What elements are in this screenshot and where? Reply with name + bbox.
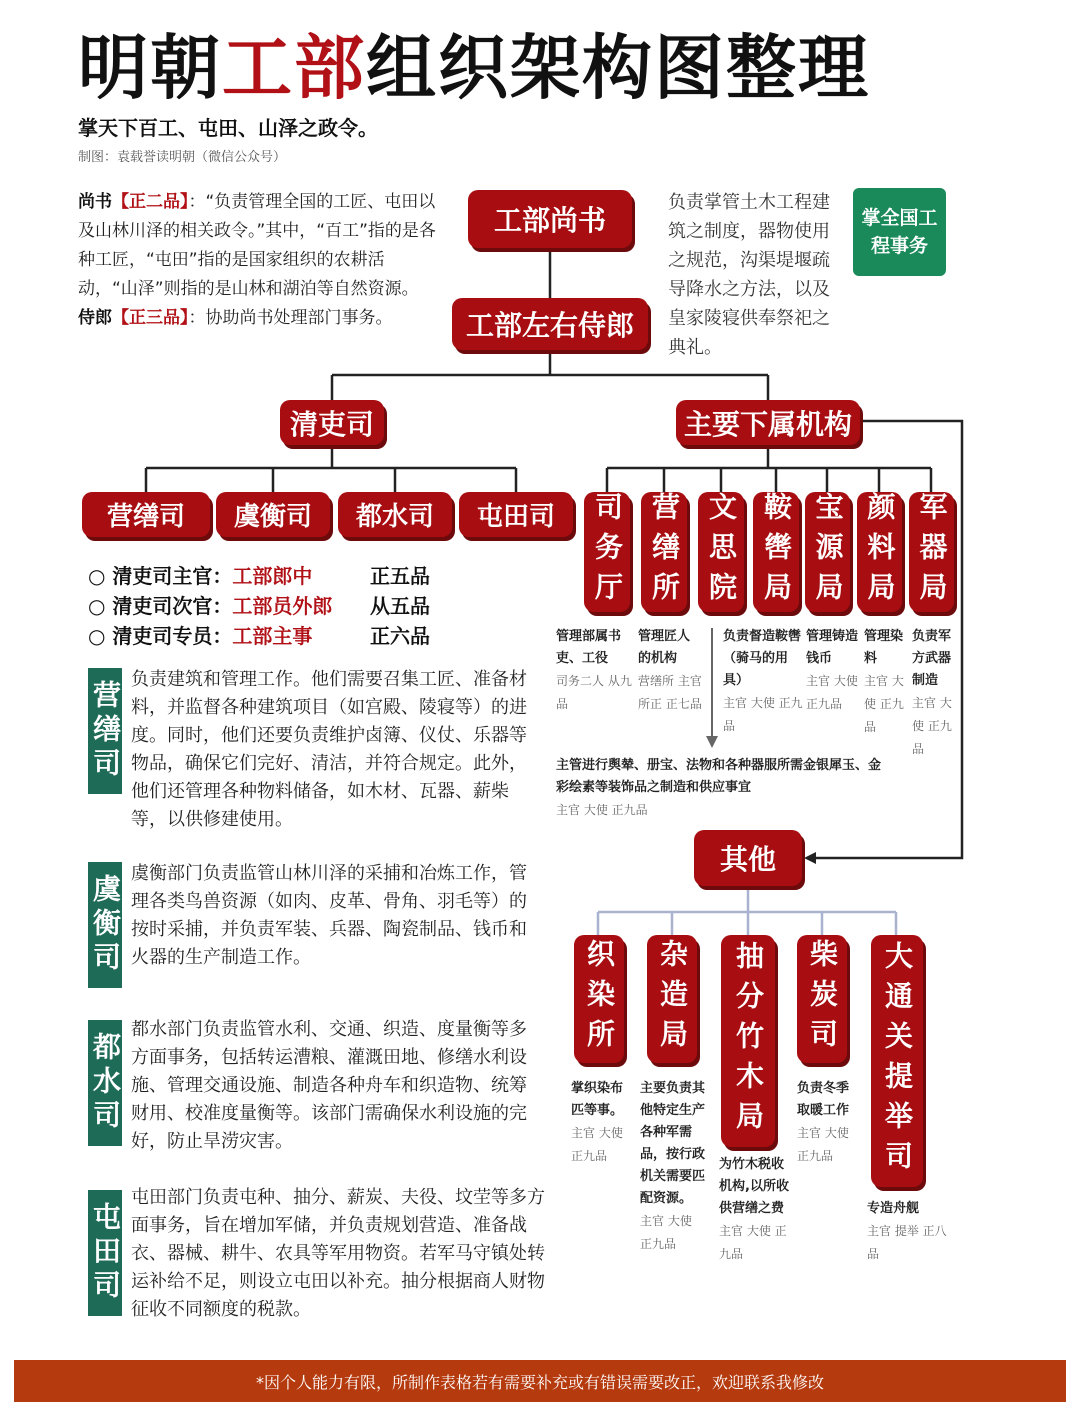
section-text-yuheng: 虞衡部门负责监管山林川泽的采捕和冶炼工作，管理各类鸟兽资源（如肉、皮革、骨角、羽毛等）的按时采捕，并负责军装、兵器、陶瓷制品、钱币和火器的生产制造工作。 bbox=[131, 863, 527, 968]
note-sub: 主官 大使 正九品 bbox=[556, 803, 648, 817]
node-qita: 其他 bbox=[694, 830, 802, 886]
note-sub: 主官 大使 正九品 bbox=[797, 1126, 849, 1163]
node-yingshan-suo: 营缮所 bbox=[641, 492, 687, 612]
note-main: 负责军方武器制造 bbox=[912, 629, 952, 688]
node-baoyuan-ju: 宝源局 bbox=[805, 492, 850, 612]
note-main: 管理染料 bbox=[864, 629, 904, 666]
note-yingshan-suo bbox=[638, 626, 702, 716]
node-zazao-ju: 杂造局 bbox=[647, 935, 697, 1063]
note-baoyuan bbox=[806, 626, 860, 716]
officer-rank: 从五品 bbox=[370, 594, 430, 618]
note-main: 主要负责其他特定生产各种军需品，按行政机关需要匹配资源。 bbox=[640, 1081, 706, 1206]
officer-row bbox=[88, 620, 430, 649]
section-text-tuntian: 屯田部门负责屯种、抽分、薪炭、夫役、坟茔等多方面事务，旨在增加军储，并负责规划营造、准备战衣、器械、耕牛、农具等军用物资。若军马守镇处转运补给不足，则设立屯田以补充。抽分根据商人财物征收不同额度的税款。 bbox=[131, 1187, 545, 1320]
note-sub: 主官 大使 正九品 bbox=[719, 1224, 787, 1261]
note-sub: 主官 大使 正九品 bbox=[571, 1126, 623, 1163]
node-zhiran-suo: 织染所 bbox=[574, 935, 624, 1063]
note-sub: 营缮所 主官 所正 正七品 bbox=[638, 674, 702, 711]
node-choufen-zhumu-ju: 抽分竹木局 bbox=[721, 935, 775, 1147]
note-sub: 主官 大使 正九品 bbox=[912, 696, 952, 756]
node-dushui-si: 都水司 bbox=[338, 492, 452, 537]
shilang-rank: 【正三品】 bbox=[112, 308, 189, 328]
shangshu-rank: 【正二品】 bbox=[112, 192, 189, 212]
officer-label: ○ 清吏司专员： bbox=[88, 624, 233, 648]
section-text-dushui: 都水部门负责监管水利、交通、织造、度量衡等多方面事务，包括转运漕粮、灌溉田地、修缮水利设施、管理交通设施、制造各种舟车和织造物、统筹财用、校准度量衡等。该部门需确保水利设施的完好，防止旱涝灾害。 bbox=[131, 1019, 527, 1152]
section-tag-yuheng: 虞衡司 bbox=[88, 862, 122, 988]
officer-rank: 正五品 bbox=[370, 564, 430, 588]
footer-banner: *因个人能力有限，所制作表格若有需要补充或有错误需要改正，欢迎联系我修改 bbox=[14, 1360, 1066, 1402]
note-main: 专造舟舰 bbox=[867, 1201, 920, 1216]
section-tag-dushui: 都水司 bbox=[88, 1020, 122, 1146]
note-sub: 主官 大使 正九品 bbox=[806, 674, 858, 711]
note-sub: 主官 大使 正九品 bbox=[723, 696, 803, 733]
node-tuntian-si: 屯田司 bbox=[459, 492, 573, 537]
note-junqi bbox=[912, 626, 954, 761]
node-yingshan-si: 营缮司 bbox=[82, 492, 210, 537]
officer-row bbox=[88, 560, 430, 589]
node-chaitan-si: 柴炭司 bbox=[797, 935, 847, 1063]
officer-label: ○ 清吏司主官： bbox=[88, 564, 233, 588]
note-main: 管理部属书吏、工役 bbox=[556, 629, 622, 666]
note-zazao bbox=[640, 1078, 706, 1256]
title-part3: 组织架构图整理 bbox=[366, 27, 870, 109]
note-main: 管理铸造钱币 bbox=[806, 629, 859, 666]
note-zhiran bbox=[571, 1078, 633, 1168]
officer-rank: 正六品 bbox=[370, 624, 430, 648]
green-tag: 掌全国工程事务 bbox=[853, 188, 946, 276]
officer-title: 工部主事 bbox=[232, 624, 313, 648]
note-choufen bbox=[719, 1154, 789, 1266]
note-sub: 主官 大使 正九品 bbox=[640, 1214, 692, 1251]
node-qinglisi: 清吏司 bbox=[280, 400, 384, 445]
note-main: 掌织染布匹等事。 bbox=[571, 1081, 624, 1118]
note-main: 负责督造鞍辔（骑马的用具） bbox=[723, 629, 802, 688]
section-text-yingshan: 负责建筑和管理工作。他们需要召集工匠、准备材料，并监督各种建筑项目（如宫殿、陵寝等）的进度。同时，他们还要负责维护卤簿、仪仗、乐器等物品，确保它们完好、清洁，并符合规定。此外，他们还管理各种物料储备，如木材、瓦器、薪柴等，以供修建使用。 bbox=[131, 669, 527, 830]
node-datongguan-tiju-si: 大通关提举司 bbox=[871, 935, 923, 1187]
shilang-label: 侍郎 bbox=[78, 308, 112, 328]
node-shangshu: 工部尚书 bbox=[468, 190, 632, 248]
officer-title: 工部员外郎 bbox=[232, 594, 333, 618]
node-siwu-ting: 司务厅 bbox=[584, 492, 630, 612]
note-main: 为竹木税收机构,以所收供营缮之费 bbox=[719, 1157, 789, 1216]
page-title bbox=[78, 28, 870, 108]
note-chaitan bbox=[797, 1078, 861, 1168]
note-siwu bbox=[556, 626, 634, 716]
note-anpei bbox=[723, 626, 803, 738]
title-highlight: 工部 bbox=[222, 27, 366, 109]
shangshu-label: 尚书 bbox=[78, 192, 112, 212]
ministry-duty-text: 负责掌管土木工程建筑之制度，器物使用之规范，沟渠堤堰疏导降水之方法，以及皇家陵寝供奉祭祀之典礼。 bbox=[668, 192, 830, 358]
node-shilang: 工部左右侍郎 bbox=[452, 298, 648, 350]
note-main: 管理匠人的机构 bbox=[638, 629, 691, 666]
credit: 制图：袁载誉读明朝（微信公众号） bbox=[78, 150, 287, 165]
node-anpei-ju: 鞍辔局 bbox=[753, 492, 799, 612]
note-datongguan bbox=[867, 1198, 947, 1266]
intro-text bbox=[78, 188, 438, 333]
note-sub: 主官 大使 正九品 bbox=[864, 674, 904, 734]
note-sub: 主官 提举 正八品 bbox=[867, 1224, 947, 1261]
shangshu-text: ：“负责管理全国的工匠、屯田以及山林川泽的相关政令。”其中，“百工”指的是各种工匠，“屯田”指的是国家组织的农耕活动，“山泽”则指的是山林和湖泊等自然资源。 bbox=[78, 192, 436, 299]
note-main: 负责冬季取暖工作 bbox=[797, 1081, 850, 1118]
note-main: 主管进行舆辇、册宝、法物和各种器服所需金银犀玉、金彩绘素等装饰品之制造和供应事宜 bbox=[556, 758, 882, 795]
note-yanliao bbox=[864, 626, 906, 739]
node-wensi-yuan: 文思院 bbox=[698, 492, 744, 612]
officer-label: ○ 清吏司次官： bbox=[88, 594, 233, 618]
node-junqi-ju: 军器局 bbox=[909, 492, 954, 612]
node-yanliao-ju: 颜料局 bbox=[857, 492, 902, 612]
subtitle: 掌天下百工、屯田、山泽之政令。 bbox=[78, 116, 378, 140]
section-tag-yingshan: 营缮司 bbox=[88, 668, 122, 794]
section-tag-tuntian: 屯田司 bbox=[88, 1190, 122, 1316]
note-sub: 司务二人 从九品 bbox=[556, 674, 632, 711]
title-part1: 明朝 bbox=[78, 27, 222, 109]
shilang-text: ：协助尚书处理部门事务。 bbox=[188, 308, 393, 328]
officer-row bbox=[88, 590, 430, 619]
note-wensi bbox=[556, 755, 886, 822]
node-zhuyao: 主要下属机构 bbox=[676, 400, 860, 445]
officer-title: 工部郎中 bbox=[232, 564, 313, 588]
node-yuheng-si: 虞衡司 bbox=[216, 492, 330, 537]
